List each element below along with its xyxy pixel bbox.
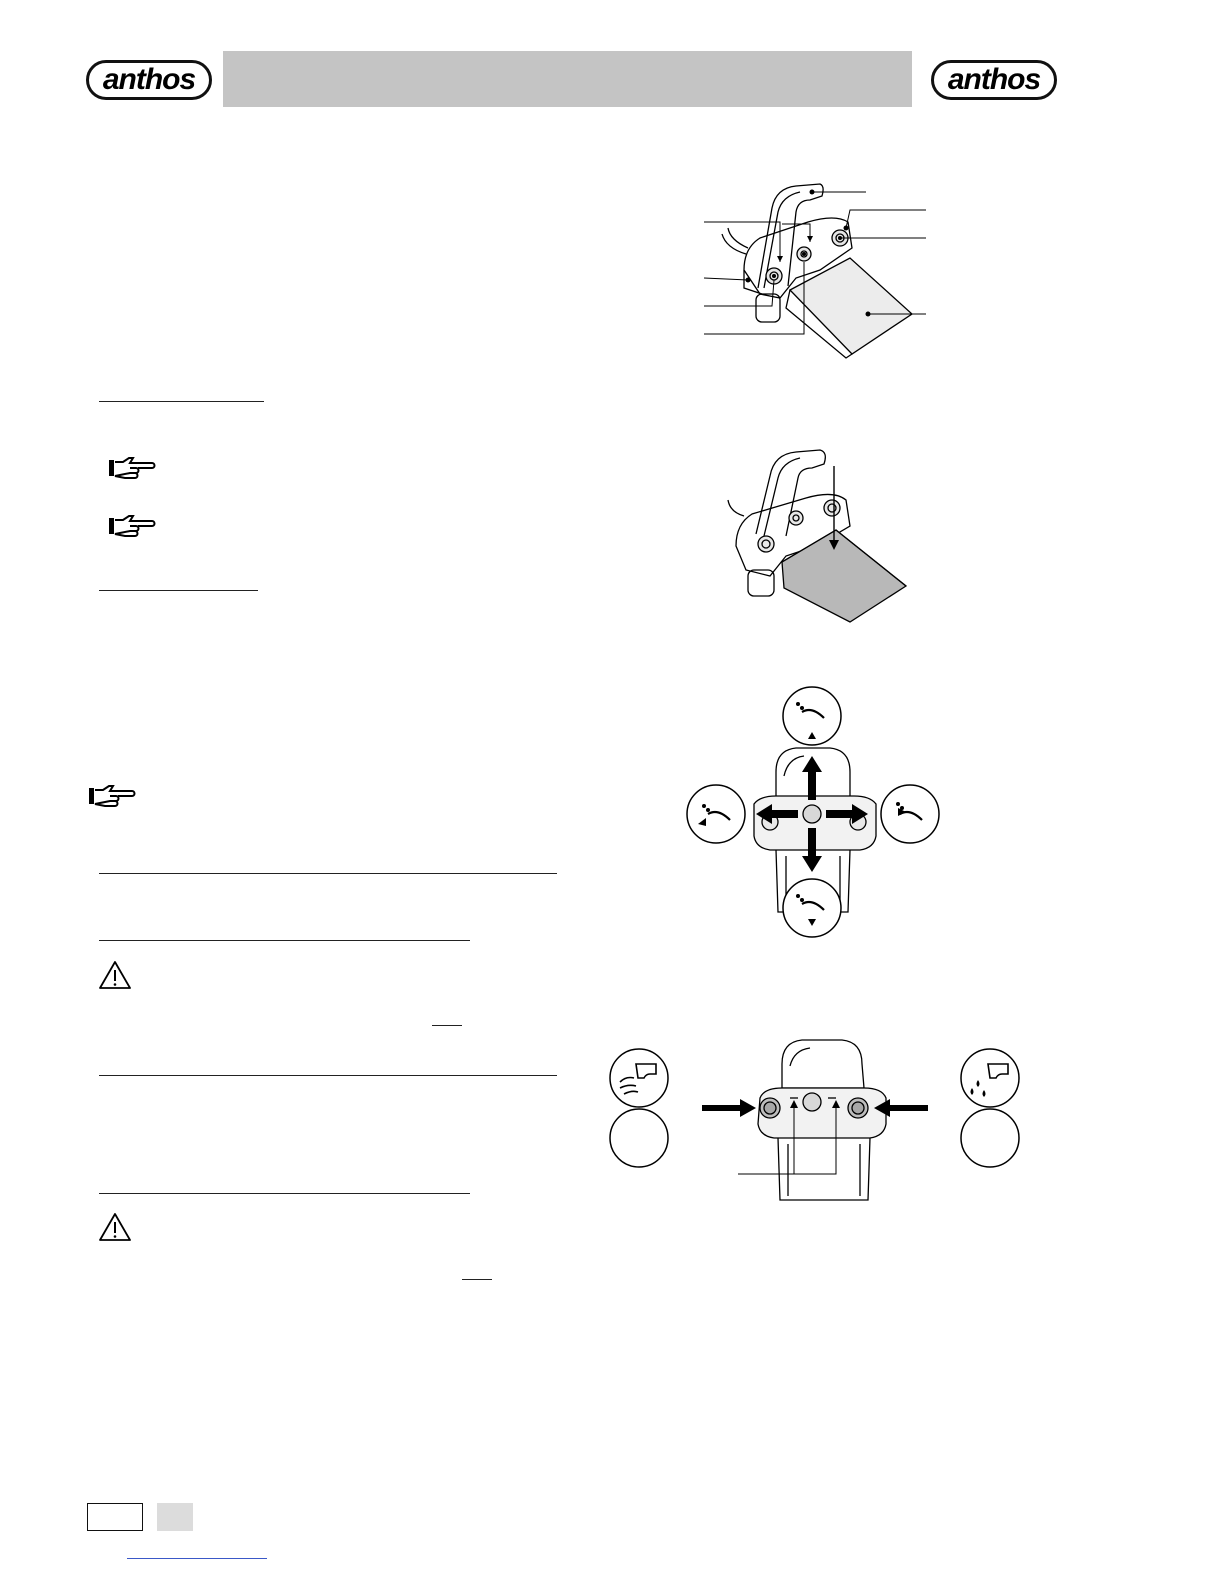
divider-line	[99, 873, 557, 874]
logo-right-text: anthos	[947, 63, 1041, 96]
emphasis-underline	[432, 1025, 462, 1026]
foot-pedal-press-figure	[726, 446, 908, 622]
logo-left	[86, 60, 212, 100]
chair-movement-joystick-figure	[684, 686, 946, 938]
pointing-hand-icon	[108, 514, 158, 540]
warning-triangle-icon	[98, 960, 132, 990]
logo-left-text: anthos	[102, 63, 196, 96]
pointing-hand-icon	[88, 784, 138, 810]
foot-control-overview-figure	[700, 178, 932, 360]
section-heading-underline	[99, 940, 470, 941]
section-heading-underline	[99, 1193, 470, 1194]
warning-triangle-icon	[98, 1212, 132, 1242]
pointing-hand-icon	[108, 456, 158, 482]
section-heading-underline	[99, 401, 264, 402]
spray-water-buttons-figure	[606, 1036, 1026, 1202]
logo-right	[931, 60, 1057, 100]
section-heading-underline	[99, 590, 258, 591]
divider-line	[99, 1075, 557, 1076]
header-title-bar	[223, 51, 912, 107]
page-tab-grey	[157, 1503, 193, 1531]
footer-link-underline[interactable]	[127, 1558, 267, 1559]
emphasis-underline	[462, 1279, 492, 1280]
page-number-box	[87, 1503, 143, 1531]
